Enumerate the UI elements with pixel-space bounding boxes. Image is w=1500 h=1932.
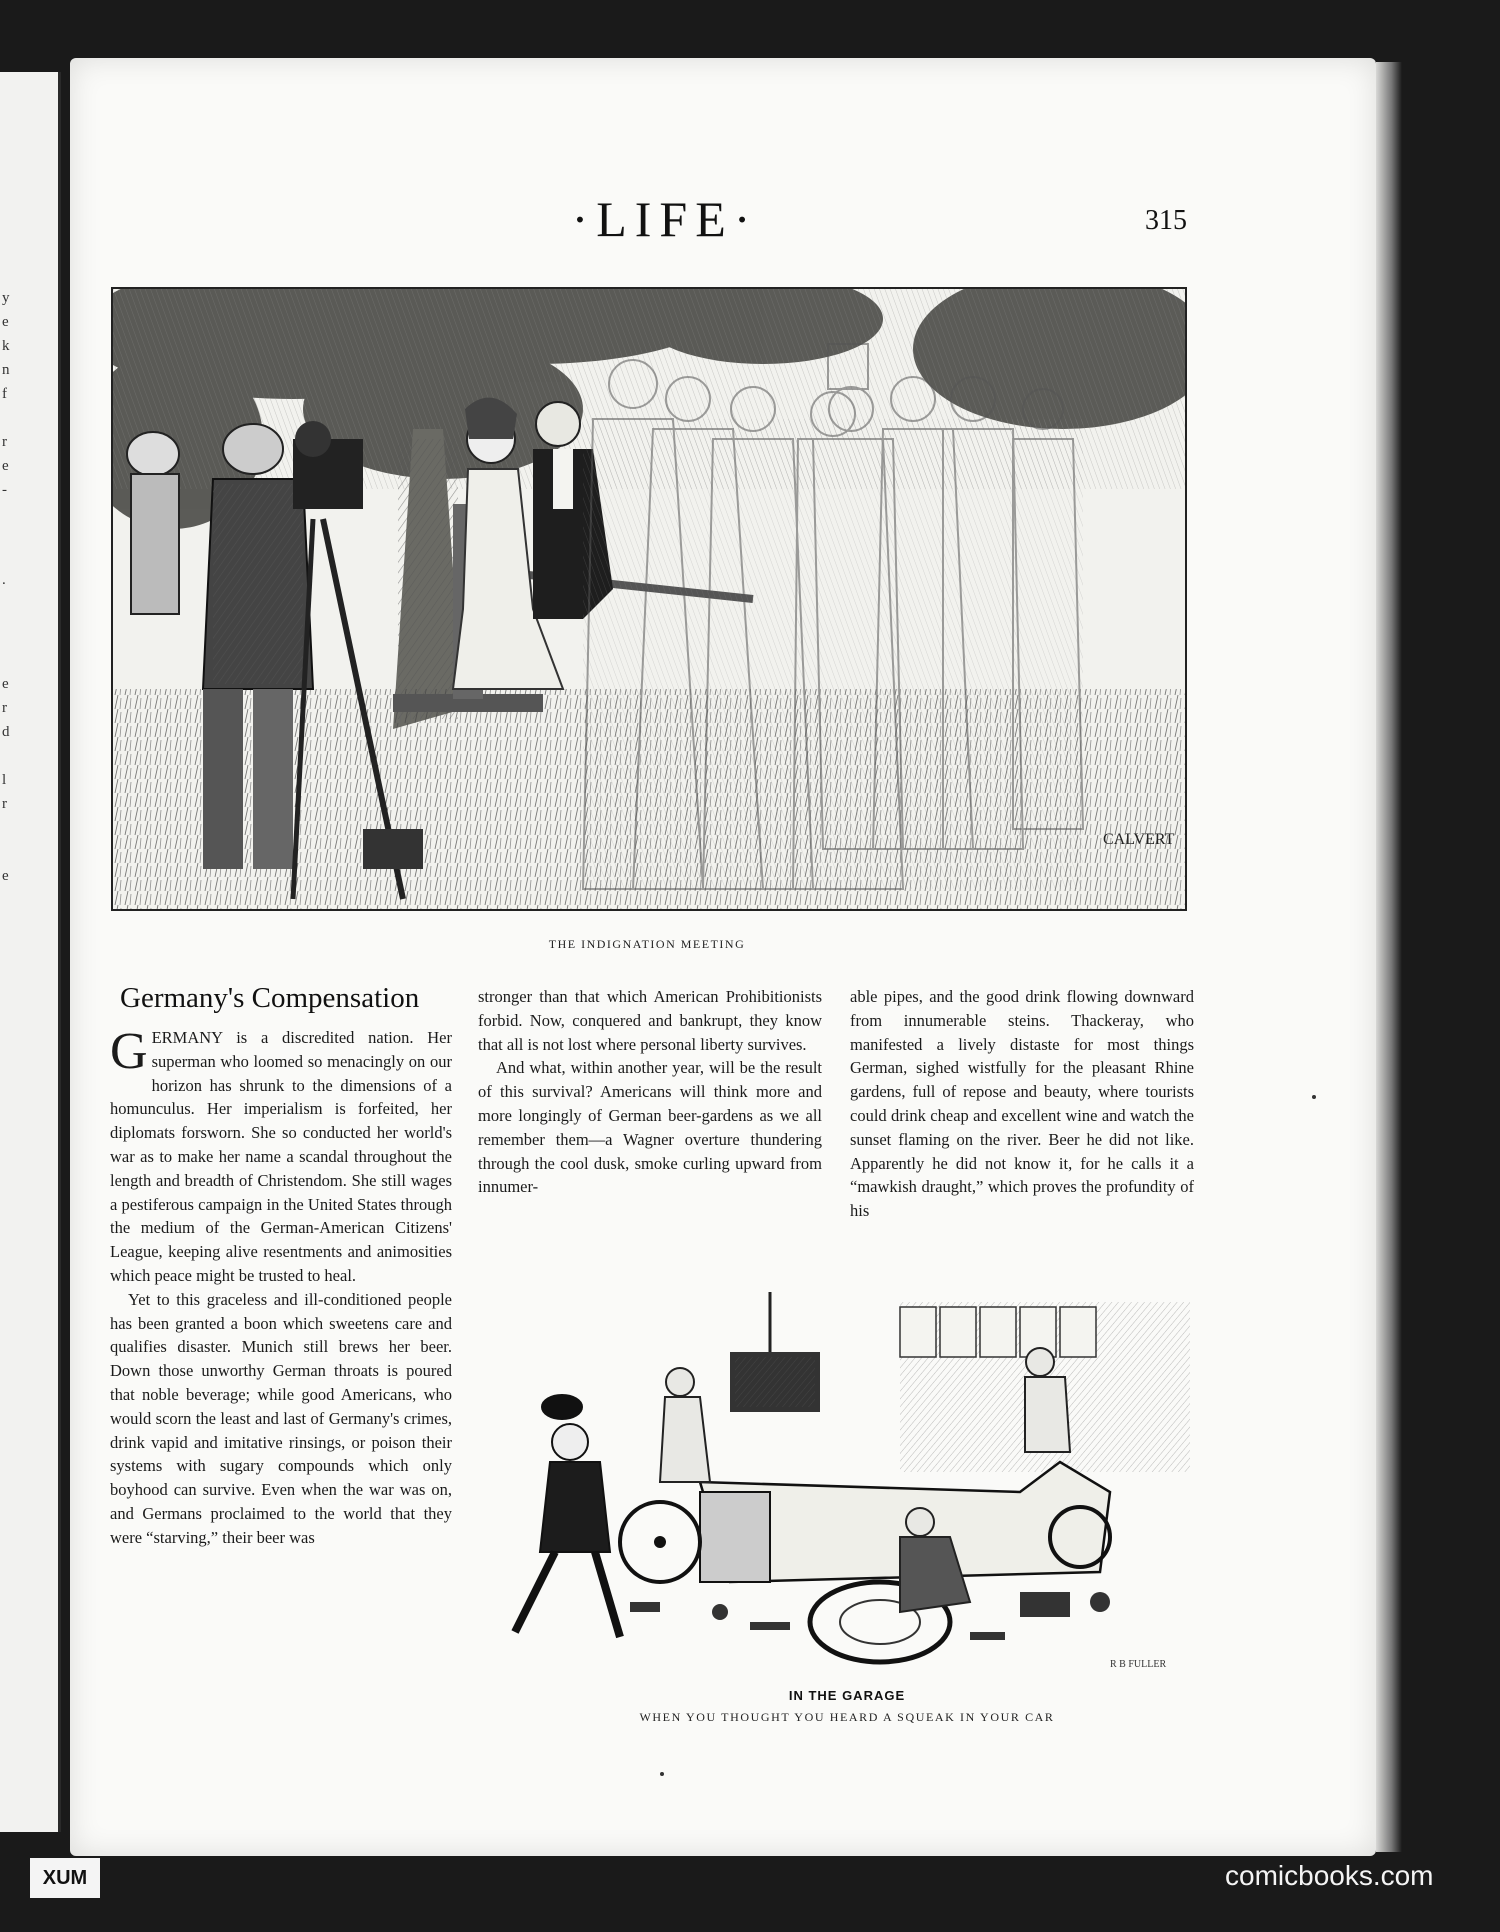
left-page-fragment: e xyxy=(2,676,9,692)
article-paragraph: able pipes, and the good drink flowing downward from innumerable steins. Thackeray, who manifested a lively distaste for most things German, sighed wistfully for the pleasant Rhine gardens, full of repose and beauty, where tourists could drink cheap and excellent wine and watch the sunset flaming on the river. Beer he did not like. Apparently he did not know it, for he calls it a “mawkish draught,” which proves the profundity of his xyxy=(850,987,1194,1221)
left-page-fragment: n xyxy=(2,362,10,378)
article-paragraph: ERMANY is a discredited nation. Her superman who loomed so menacingly on our horizon has shrunk to the dimensions of a homunculus. Her imperialism is forfeited, her diplomats forsworn. She so conducted her world's war as to make her name a scandal throughout the length and breadth of Christendom. She still wages a pestiferous campaign in the United States through the medium of the German-American Citizens' League, keeping alive resentments and animosities which peace might be trusted to heal. xyxy=(110,1028,452,1285)
site-watermark: comicbooks.com xyxy=(1225,1860,1434,1891)
left-page-fragment: f xyxy=(2,386,7,402)
left-page-fragment: l xyxy=(2,772,7,788)
page-speck xyxy=(1312,1095,1316,1099)
left-page-fragment: y xyxy=(2,290,10,306)
garage-drawing xyxy=(500,1292,1194,1682)
page-speck xyxy=(660,1772,664,1776)
article-paragraph: Yet to this graceless and ill-conditioned people has been granted a boon which sweetens care and qualifies disaster. Munich still brews her beer. Down those unworthy German throats is poured that noble beverage; while good Americans, who would scorn the least and last of Germany's crimes, drink vapid and imitative rinsings, or poison their systems with sugary compounds which only boyhood can survive. Even when the war was on, and Germans proclaimed to the world that they were “starving,” their beer was xyxy=(110,1289,452,1547)
garage-illustration xyxy=(500,1292,1194,1682)
garage-signature: R B FULLER xyxy=(1110,1659,1167,1670)
left-page-fragment: . xyxy=(2,572,6,588)
left-page-edge xyxy=(0,72,61,1832)
drop-cap: G xyxy=(110,1023,148,1080)
article-column-3 xyxy=(850,985,1194,1223)
illustration-drawing xyxy=(113,289,1185,909)
indignation-meeting-illustration xyxy=(111,287,1187,911)
article-column-2 xyxy=(478,985,822,1199)
illustration-signature: CALVERT xyxy=(1103,831,1175,848)
left-page-fragment: r xyxy=(2,700,7,716)
article-paragraph: And what, within another year, will be the result of this survival? Americans will think more and more longingly of German beer-gardens as we all remember them—a Wagner overture thundering through the cool dusk, smoke curling upward from innumer- xyxy=(478,1058,822,1197)
left-page-fragment: r xyxy=(2,434,7,450)
left-page-fragment: e xyxy=(2,868,9,884)
left-page-fragment: d xyxy=(2,724,10,740)
top-illustration-caption: THE INDIGNATION MEETING xyxy=(548,937,746,951)
left-page-fragment: r xyxy=(2,796,7,812)
article-paragraph: stronger than that which American Prohibitionists forbid. Now, conquered and bankrupt, they know that all is not lost where personal liberty survives. xyxy=(478,987,822,1054)
left-page-fragment: e xyxy=(2,458,9,474)
garage-caption: WHEN YOU THOUGHT YOU HEARD A SQUEAK IN YOUR CAR xyxy=(639,1710,1055,1724)
xum-stamp: XUM xyxy=(30,1858,100,1898)
article-title: Germany's Compensation xyxy=(120,982,420,1014)
magazine-title: ·LIFE· xyxy=(571,191,759,247)
left-page-fragment: - xyxy=(2,482,7,498)
garage-caption-title: IN THE GARAGE xyxy=(788,1688,906,1703)
article-column-1 xyxy=(110,1023,452,1550)
left-page-fragment: e xyxy=(2,314,9,330)
left-page-fragment: k xyxy=(2,338,10,354)
page-number: 315 xyxy=(1145,205,1187,236)
page-binding-edge xyxy=(1376,62,1402,1852)
